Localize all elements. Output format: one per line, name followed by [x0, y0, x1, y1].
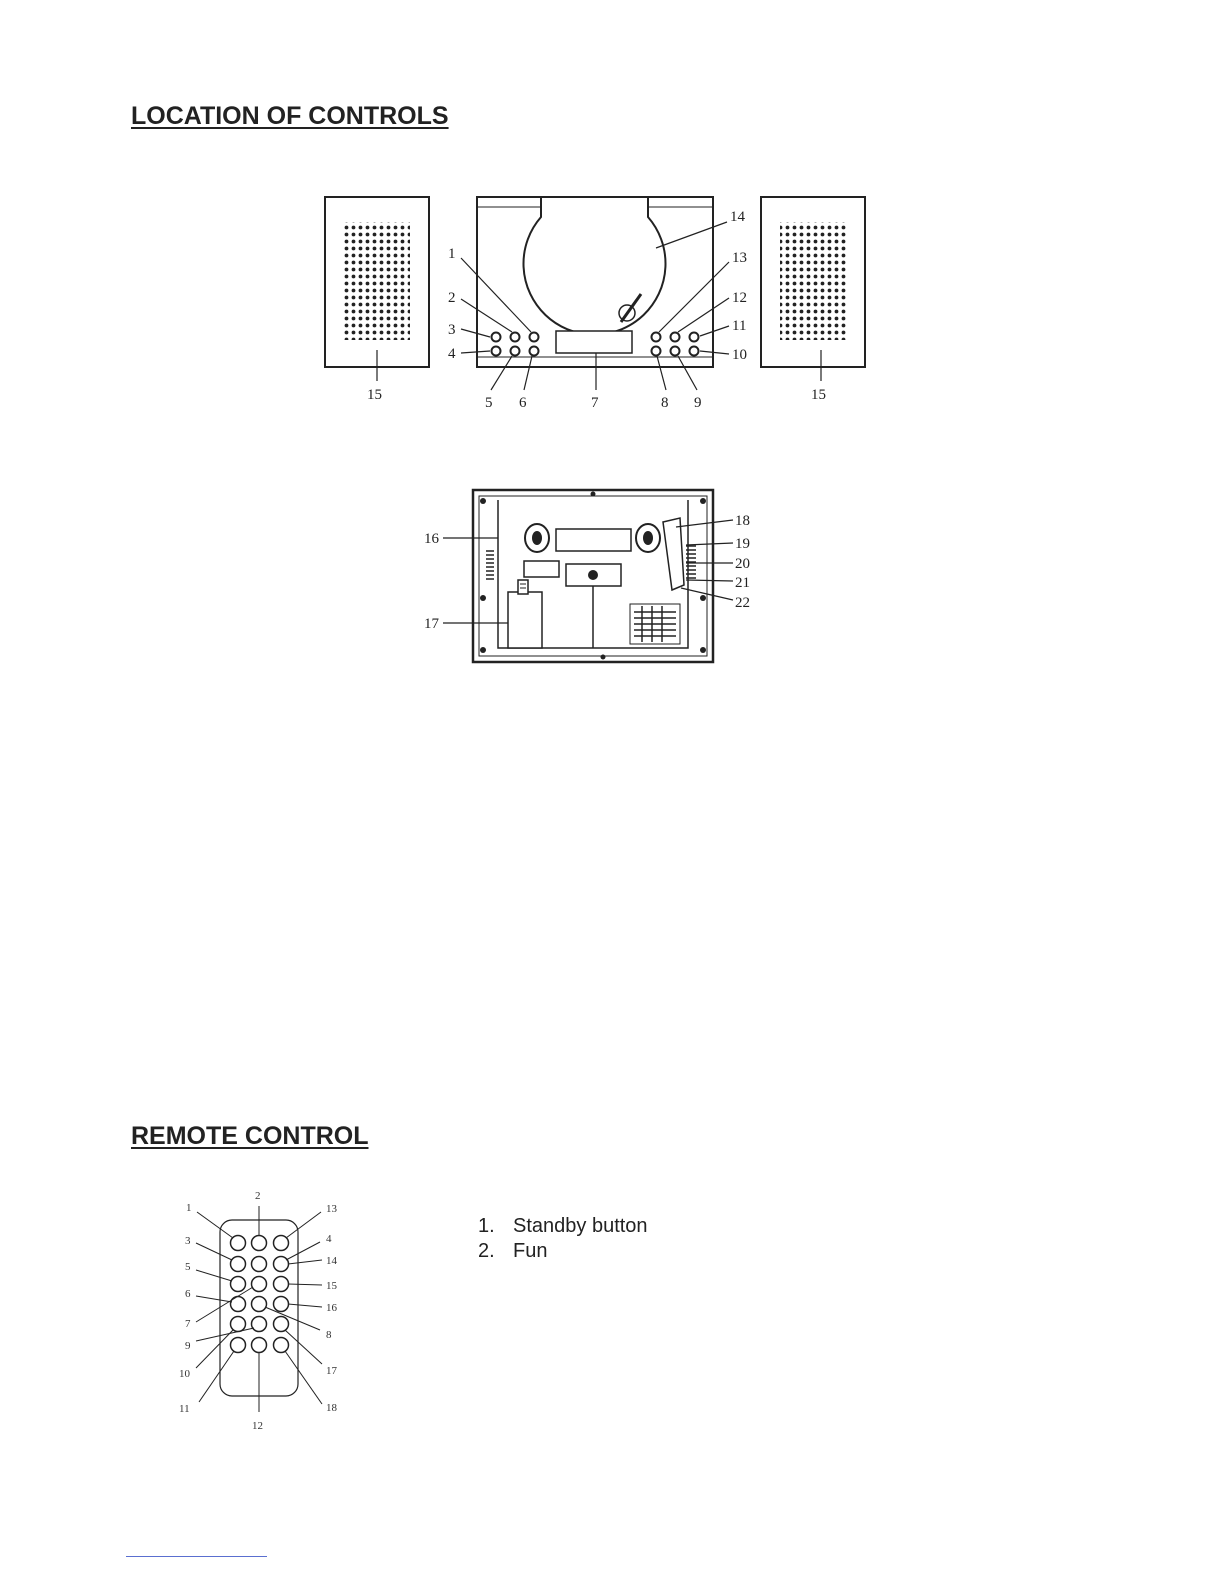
front-label-9: 9 [694, 395, 702, 411]
remote-label-9: 9 [185, 1340, 191, 1352]
back-label-17: 17 [424, 616, 439, 632]
back-label-16: 16 [424, 531, 439, 547]
remote-label-15: 15 [326, 1280, 337, 1292]
remote-label-8: 8 [326, 1329, 332, 1341]
main-unit-front [477, 197, 713, 367]
front-label-5: 5 [485, 395, 493, 411]
front-label-13: 13 [732, 250, 747, 266]
front-label-7: 7 [591, 395, 599, 411]
section-title-remote-control: REMOTE CONTROL [131, 1122, 369, 1150]
back-label-20: 20 [735, 556, 750, 572]
remote-label-1: 1 [186, 1202, 192, 1214]
front-label-10: 10 [732, 347, 747, 363]
remote-control-diagram [179, 1190, 338, 1432]
front-label-15-right: 15 [811, 387, 826, 403]
footnote-separator-line [126, 1556, 267, 1557]
right-speaker [761, 197, 865, 367]
remote-label-3: 3 [185, 1235, 191, 1247]
front-label-3: 3 [448, 322, 456, 338]
front-label-11: 11 [732, 318, 747, 334]
front-label-14: 14 [730, 209, 745, 225]
left-speaker [325, 197, 429, 367]
remote-label-4: 4 [326, 1233, 332, 1245]
remote-label-6: 6 [185, 1288, 191, 1300]
remote-label-12: 12 [252, 1420, 263, 1432]
remote-label-16: 16 [326, 1302, 337, 1314]
remote-label-5: 5 [185, 1261, 191, 1273]
remote-legend-list [478, 1214, 648, 1264]
legend-item-number: 1. [478, 1215, 495, 1237]
front-label-12: 12 [732, 290, 747, 306]
back-label-21: 21 [735, 575, 750, 591]
remote-label-18: 18 [326, 1402, 337, 1414]
remote-label-13: 13 [326, 1203, 337, 1215]
back-label-18: 18 [735, 513, 750, 529]
front-label-15-left: 15 [367, 387, 382, 403]
back-label-19: 19 [735, 536, 750, 552]
remote-label-10: 10 [179, 1368, 190, 1380]
front-label-2: 2 [448, 290, 456, 306]
back-label-22: 22 [735, 595, 750, 611]
remote-label-17: 17 [326, 1365, 337, 1377]
remote-label-14: 14 [326, 1255, 337, 1267]
legend-item [478, 1239, 648, 1264]
legend-item-number: 2. [478, 1240, 495, 1262]
legend-item-text: Fun [513, 1240, 548, 1262]
remote-label-2: 2 [255, 1190, 261, 1202]
remote-label-7: 7 [185, 1318, 191, 1330]
front-label-6: 6 [519, 395, 527, 411]
back-view-diagram [424, 490, 750, 662]
front-label-8: 8 [661, 395, 669, 411]
legend-item-text: Standby button [513, 1215, 648, 1237]
section-title-location-of-controls: LOCATION OF CONTROLS [131, 102, 449, 130]
remote-label-11: 11 [179, 1403, 190, 1415]
front-label-1: 1 [448, 246, 456, 262]
front-view-diagram [325, 197, 865, 411]
front-label-4: 4 [448, 346, 456, 362]
legend-item [478, 1214, 648, 1239]
